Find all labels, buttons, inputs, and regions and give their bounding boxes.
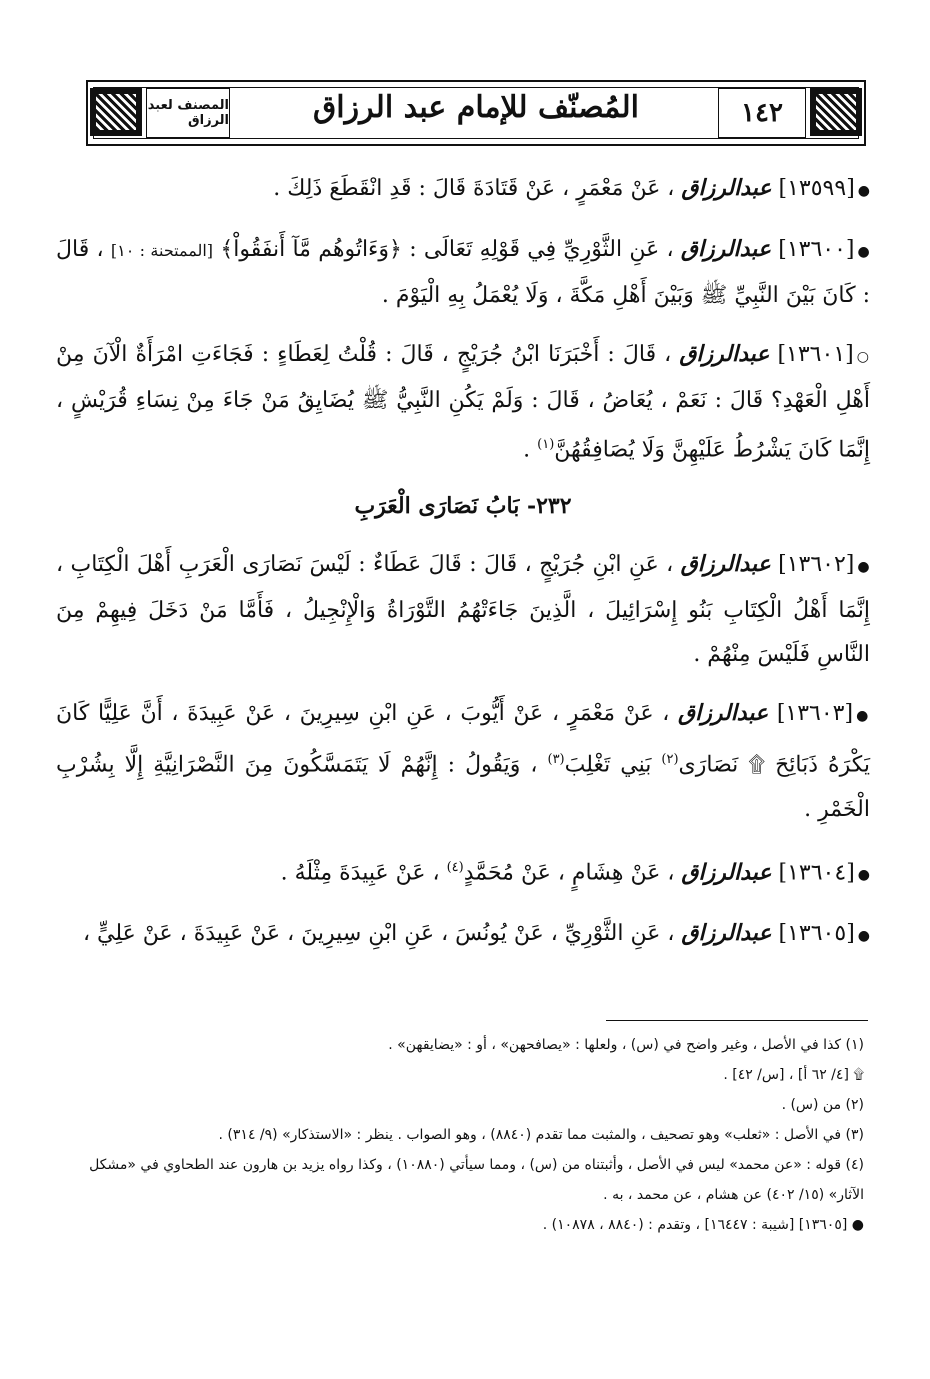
circle-icon: ○ bbox=[856, 349, 871, 365]
footnote: (٣) في الأصل : «ثعلب» وهو تصحيف ، والمثبت مما تقدم (٨٨٤٠) ، وهو الصواب . ينظر : «الاستذكار» (٩/ ٣١٤) . bbox=[218, 1127, 864, 1143]
hadith-entry bbox=[56, 846, 870, 897]
footnote: (١) كذا في الأصل ، وغير واضح في (س) ، ولعلها : «يصافحهن» ، أو : «يضايقهن» . bbox=[388, 1037, 864, 1053]
footnote-divider bbox=[606, 1020, 868, 1021]
footnote-ref: (٣) bbox=[547, 752, 565, 768]
entry-number: [١٣٦٠٣] bbox=[776, 701, 854, 727]
entry-number: [١٣٦٠٤] bbox=[778, 859, 855, 885]
entry-text: ، عَنْ هِشَامٍ ، عَنْ مُحَمَّدٍ bbox=[463, 859, 675, 885]
entry-number: [١٣٦٠٥] bbox=[778, 920, 855, 946]
ornament-icon bbox=[90, 88, 142, 136]
narrator-name: عبدالرزاق bbox=[678, 700, 769, 727]
bullet-icon: ● bbox=[857, 866, 870, 883]
entry-text: ، عَنْ مَعْمَرٍ ، عَنْ قَتَادَةَ قَالَ : قَدِ انْقَطَعَ ذَلِكَ . bbox=[273, 176, 675, 201]
quran-reference: [الممتحنة : ١٠] bbox=[110, 241, 214, 260]
hadith-entry bbox=[56, 166, 870, 213]
entry-number: [١٣٦٠٠] bbox=[778, 237, 855, 262]
narrator-name: عبدالرزاق bbox=[680, 551, 771, 578]
bullet-icon: ● bbox=[856, 708, 870, 725]
entry-text: ، عَنْ مَعْمَرٍ ، عَنْ أَيُّوبَ ، عَنِ ابْنِ سِيرِينَ ، عَنْ عَبِيدَةَ ، أَنَّ عَلِيًّا كَانَ يَكْرَهُ ذَبَائِحَ ۩ نَصَارَى bbox=[56, 701, 870, 778]
emblem: المصنف لعبد الرزاق bbox=[146, 88, 230, 138]
entry-text: بَنِي تَغْلِبَ bbox=[564, 752, 652, 778]
entry-text: ، عَنِ الثَّوْرِيِّ ، عَنْ يُونُسَ ، عَنِ ابْنِ سِيرِينَ ، عَنْ عَبِيدَةَ ، عَنْ عَلِيٍّ ، bbox=[82, 920, 675, 946]
page-number: ١٤٢ bbox=[718, 88, 806, 138]
hadith-entry bbox=[56, 542, 870, 677]
entry-tail: . bbox=[523, 437, 531, 463]
hadith-entry bbox=[56, 911, 870, 958]
bullet-icon: ● bbox=[857, 927, 870, 944]
entry-tail: ، وَيَقُولُ : إِنَّهُمْ لَا يَتَمَسَّكُونَ مِنَ النَّصْرَانِيَّةِ إِلَّا بِشُرْبِ الْخَمْرِ . bbox=[56, 752, 870, 822]
bullet-icon: ● bbox=[857, 559, 870, 576]
narrator-name: عبدالرزاق bbox=[680, 236, 771, 262]
footnote-ref: (٤) bbox=[446, 859, 464, 875]
hadith-entry bbox=[56, 691, 870, 831]
running-title: المُصنّف للإمام عبد الرزاق bbox=[313, 90, 639, 125]
footnote: (٢) من (س) . bbox=[781, 1097, 864, 1113]
narrator-name: عبدالرزاق bbox=[681, 858, 772, 885]
bullet-icon: ● bbox=[857, 244, 871, 260]
chapter-heading: ٢٣٢- بَابُ نَصَارَى الْعَرَبِ bbox=[354, 493, 572, 520]
entry-number: [١٣٦٠١] bbox=[777, 342, 854, 367]
entry-number: [١٣٦٠٢] bbox=[778, 552, 855, 578]
footnote: ● [١٣٦٠٥] [شيبة : ١٦٤٤٧] ، وتقدم : (٨٨٤٠ ، ١٠٨٧٨) . bbox=[542, 1217, 864, 1233]
page-header bbox=[86, 80, 866, 146]
entry-tail: ، عَنْ عَبِيدَةَ مِثْلَهُ . bbox=[280, 859, 440, 885]
narrator-name: عبدالرزاق bbox=[679, 341, 770, 367]
narrator-name: عبدالرزاق bbox=[681, 919, 772, 946]
entry-number: [١٣٥٩٩] bbox=[778, 176, 855, 201]
hadith-entry bbox=[56, 332, 870, 472]
footnote: ۩ [٤/ ٦٢ أ] ، [س/ ٤٢] . bbox=[723, 1067, 864, 1083]
ornament-icon bbox=[810, 88, 862, 136]
entry-text: ، عَنِ الثَّوْرِيِّ فِي قَوْلِهِ تَعَالَى : ﴿وَءَاتُوهُم مَّآ أَنفَقُواْ﴾ bbox=[220, 237, 674, 262]
entry-text: ، قَالَ : كَانَ بَيْنَ النَّبِيِّ ﷺ وَبَيْنَ أَهْلِ مَكَّةَ ، وَلَا يُعْمَلُ بِهِ الْيَوْمَ . bbox=[56, 237, 870, 308]
footnote: (٤) قوله : «عن محمد» ليس في الأصل ، وأثبتناه من (س) ، ومما سيأتي (١٠٨٨٠) ، وكذا رواه يزيد بن هارون عند الطحاوي في «مشكل الآثار» (١٥/ ٤٠٢) عن هشام ، عن محمد ، به . bbox=[89, 1157, 864, 1203]
footnotes bbox=[60, 1030, 864, 1240]
entry-text: ، عَنِ ابْنِ جُرَيْجٍ ، قَالَ : قَالَ عَطَاءٌ : لَيْسَ نَصَارَى الْعَرَبِ أَهْلَ الْكِتَابِ ، إِنَّمَا أَهْلُ الْكِتَابِ بَنُو إِسْرَائِيلَ ، الَّذِينَ جَاءَتْهُمُ التَّوْرَاةُ وَالْإِنْجِيلُ ، فَأَمَّا مَنْ دَخَلَ فِيهِمْ مِنَ النَّاسِ فَلَيْسَ مِنْهُمْ . bbox=[56, 552, 870, 668]
main-text bbox=[56, 166, 870, 972]
bullet-icon: ● bbox=[857, 183, 870, 199]
footnote-ref: (١) bbox=[537, 437, 555, 452]
hadith-entry bbox=[56, 227, 870, 318]
footnote-ref: (٢) bbox=[661, 752, 679, 768]
narrator-name: عبدالرزاق bbox=[681, 175, 772, 201]
entry-text: ، قَالَ : أَخْبَرَنَا ابْنُ جُرَيْجٍ ، قَالَ : قُلْتُ لِعَطَاءٍ : فَجَاءَتِ امْرَأَةٌ الْآنَ مِنْ أَهْلِ الْعَهْدِ؟ قَالَ : نَعَمْ ، يُعَاضُ ، قَالَ : وَلَمْ يَكُنِ النَّبِيُّ ﷺ يُضَايِقُ مَنْ جَاءَ مِنْ نِسَاءِ قُرَيْشٍ ، إِنَّمَا كَانَ يَشْرُطُ عَلَيْهِنَّ وَلَا يُصَافِقُهُنَّ bbox=[56, 342, 870, 463]
